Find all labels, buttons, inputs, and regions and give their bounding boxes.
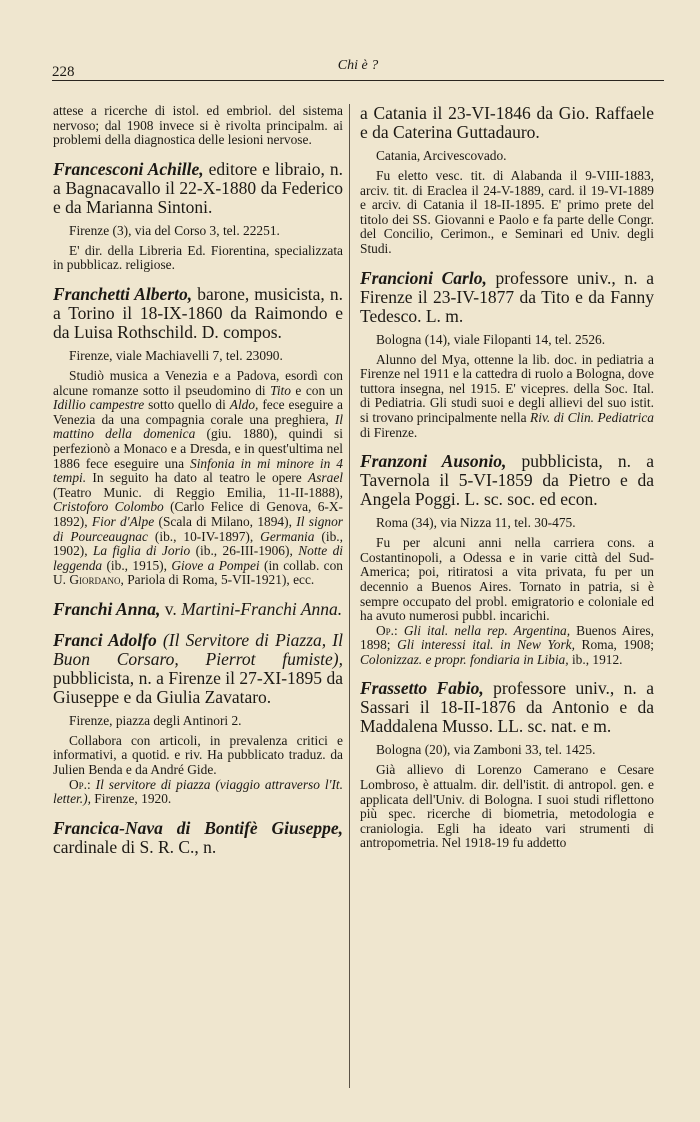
entry-continuation <box>53 104 343 148</box>
entry-name: Franchetti Alberto, <box>53 283 193 304</box>
entry-body <box>360 353 654 441</box>
entry-heading-text: barone, musicista, n. a Torino il 18-IX-1860 da Raimondo e da Luisa Rothschild. D. compos. <box>53 283 343 342</box>
work-title: Asrael <box>308 470 343 486</box>
entry-francioni <box>360 269 654 441</box>
work-title: Aldo, <box>229 397 259 413</box>
work-title: Tito <box>270 382 291 398</box>
running-title: Chi è ? <box>337 58 379 73</box>
entry-heading-text: professore univ., n. a Firenze il 23-IV-1877 da Tito e da Fanny Tedesco. L. m. <box>360 267 654 326</box>
entry-franchetti <box>53 285 343 588</box>
entry-address: Roma (34), via Nizza 11, tel. 30-475. <box>376 515 576 531</box>
entry-works <box>360 624 654 668</box>
entry-francesconi <box>53 160 343 273</box>
entry-name: Franzoni Ausonio, <box>360 451 507 472</box>
entry-address: Bologna (14), viale Filopanti 14, tel. 2526. <box>376 331 606 347</box>
entry-address: Firenze (3), via del Corso 3, tel. 22251. <box>69 222 280 238</box>
entry-name: Francesconi Achille, <box>53 158 204 179</box>
body-text: In seguito ha dato al teatro le opere <box>86 470 309 486</box>
body-text: (ib., 1902), <box>53 528 343 559</box>
entry-heading: a Catania il 23-VI-1846 da Gio. Raffaele e da Caterina Guttadauro. <box>360 103 654 142</box>
entry-address: Firenze, viale Machiavelli 7, tel. 23090. <box>69 347 283 363</box>
work-title: Il servitore di piazza (viaggio attraverso l'It. letter.), <box>53 776 343 807</box>
body-text: Firenze, 1920. <box>90 791 172 807</box>
body-text: ib., 1912. <box>568 651 623 667</box>
work-title: Riv. di Clin. Pediatrica <box>530 409 654 425</box>
body-text: Roma, 1908; <box>574 637 654 653</box>
entry-heading-text: pubblicista, n. a Firenze il 27-XI-1895 da Giuseppe e da Giulia Zavataro. <box>53 667 343 707</box>
entry-body: Fu per alcuni anni nella carriera cons. a Costantinopoli, a Odessa e in varie città del Sud-America; poi, ritiratosi a vita privata, fu per un decennio a Buenos Aires. Tornato in patria, si è sempre occupato del probl. emigratorio e coloniale ed ha avuto numerosi pubbl. incarichi. <box>360 535 654 624</box>
body-text: sotto quello di <box>144 397 230 413</box>
body-text: Buenos Aires, 1898; <box>360 622 654 653</box>
entry-heading-text: pubblicista, n. a Tavernola il 5-VI-1859 da Pietro e da Angela Poggi. L. sc. soc. ed econ. <box>360 451 655 510</box>
entry-name: Francioni Carlo, <box>360 267 487 288</box>
body-text: Alunno del Mya, ottenne la lib. doc. in pediatria a Firenze nel 1911 e la cattedra di ruolo a Bologna, dove tuttora insegna, nel 1915. E' vicepres. della Soc. Ital. di Pediatria. Gli studi suoi e degli allievi del suo istit. si trovano principalmente nella <box>360 351 654 425</box>
body-text: (giu. 1880), quindi si perfezionò a Monaco e a Dresda, e in quest'ultima nel 1886 fece eseguire una <box>53 426 343 471</box>
entry-heading <box>360 452 654 509</box>
right-column <box>360 104 654 863</box>
crossref-target: Martini-Franchi Anna. <box>181 598 343 619</box>
see-label: v. <box>160 598 182 619</box>
work-title: Il mattino della domenica <box>53 411 343 442</box>
entry-heading <box>360 269 654 326</box>
entry-alias: (Il Servitore di Piazza, Il Buon Corsaro, Pierrot fumiste), <box>53 629 343 669</box>
body-text: (Teatro Munic. di Reggio Emilia, 11-II-1888), <box>53 484 343 500</box>
work-title: Il signor di Pourceaugnac <box>53 513 343 544</box>
entry-franci <box>53 631 343 807</box>
body-text: e con un <box>290 382 343 398</box>
entry-francica <box>53 819 343 857</box>
body-text: Studiò musica a Venezia e a Padova, esordì con alcune romanze sotto il pseudomino di <box>53 367 343 398</box>
work-title: Sinfonia in mi minore in 4 tempi. <box>53 455 343 486</box>
entry-heading <box>53 160 343 217</box>
work-title: Giove a Pompei <box>171 557 260 573</box>
entry-heading <box>53 819 343 857</box>
entry-works <box>53 778 343 807</box>
entry-heading <box>360 679 654 736</box>
page-header <box>52 56 664 78</box>
entry-heading <box>53 631 343 707</box>
entry-franchi-crossref <box>53 600 343 619</box>
column-divider <box>349 104 350 1088</box>
work-title: Gli interessi ital. in New York, <box>397 637 575 653</box>
body-text: Pariola di Roma, 5-VII-1921), ecc. <box>123 572 315 588</box>
entry-heading <box>53 285 343 342</box>
page-number: 228 <box>52 64 75 80</box>
entry-heading-text: professore univ., n. a Sassari il 18-II-1876 da Antonio e da Maddalena Musso. LL. sc. nat. e m. <box>360 678 654 737</box>
entry-address: Bologna (20), via Zamboni 33, tel. 1425. <box>376 742 596 758</box>
entry-name: Francica-Nava di Bontifè Giuseppe, <box>53 817 343 838</box>
header-rule <box>52 80 664 81</box>
entry-francica-continued <box>360 104 654 257</box>
entry-body <box>53 369 343 588</box>
entry-body: attese a ricerche di istol. ed embriol. del sistema nervoso; dal 1908 invece si è rivolta principalm. ai problemi della diagnostica delle lesioni nervose. <box>53 103 343 148</box>
work-title: Notte di leggenda <box>53 543 343 573</box>
entry-frassetto <box>360 679 654 851</box>
body-text: (Carlo Felice di Genova, 6-X-1892), <box>53 499 344 529</box>
entry-body: Già allievo di Lorenzo Camerano e Cesare Lombroso, è attualm. dir. dell'istit. di antropol. gen. e applicata dell'Univ. di Bologna. I suoi studi riflettono più spec. ricerche di biometria, metodologia e craniologia. Egli ha ideato vari strumenti di antropometria. Nel 1918-19 fu addetto <box>360 762 654 851</box>
work-title: La figlia di Jorio <box>92 543 191 559</box>
body-text: (Scala di Milano, 1894), <box>154 513 297 529</box>
body-text: (in collab. con U. <box>53 557 343 588</box>
collaborator-name: Giordano, <box>69 572 124 588</box>
entry-name: Franci Adolfo <box>53 629 157 650</box>
body-text: (ib., 1915), <box>102 557 172 573</box>
body-text: fece eseguire a Venezia da una compagnia corale una preghiera, <box>53 397 343 427</box>
entry-body: Fu eletto vesc. tit. di Alabanda il 9-VIII-1883, arciv. tit. di Eraclea il 24-V-1889, card. il 19-VI-1889 e arciv. di Catania il 18-II-1895. E' primo prete del titolo dei SS. Giovanni e Paolo e fa parte delle Congr. del Concilio, Cerimon., e Seminari ed Univ. degli Studi. <box>360 168 654 256</box>
works-label: Op.: <box>376 622 398 638</box>
works-label: Op.: <box>69 776 91 792</box>
body-text: (ib., 10-IV-1897), <box>147 528 261 544</box>
work-title: Fior d'Alpe <box>91 513 155 529</box>
work-title: Germania <box>260 528 315 544</box>
entry-franzoni <box>360 452 654 667</box>
work-title: Idillio campestre <box>53 397 145 413</box>
work-title: Gli ital. nella rep. Argentina, <box>397 622 571 638</box>
entry-heading-text: editore e libraio, n. a Bagnacavallo il 22-X-1880 da Federico e da Marianna Sintoni. <box>53 158 343 217</box>
entry-address: Catania, Arcivescovado. <box>376 148 507 163</box>
entry-body: Collabora con articoli, in prevalenza critici e informativi, a quotid. e riv. Ha pubblicato traduz. da Julien Benda e da André Gide. <box>53 732 343 778</box>
work-title: Colonizzaz. e propr. fondiaria in Libia, <box>360 651 569 667</box>
entry-body: E' dir. della Libreria Ed. Fiorentina, specializzata in pubblicaz. religiose. <box>53 242 343 273</box>
body-text: di Firenze. <box>360 424 418 440</box>
entry-name: Frassetto Fabio, <box>360 678 484 699</box>
entry-address: Firenze, piazza degli Antinori 2. <box>69 712 242 728</box>
entry-heading-text: cardinale di S. R. C., n. <box>53 836 217 857</box>
work-title: Cristoforo Colombo <box>53 499 164 515</box>
entry-name: Franchi Anna, <box>53 598 161 619</box>
left-column <box>53 104 343 869</box>
body-text: (ib., 26-III-1906), <box>190 543 299 559</box>
